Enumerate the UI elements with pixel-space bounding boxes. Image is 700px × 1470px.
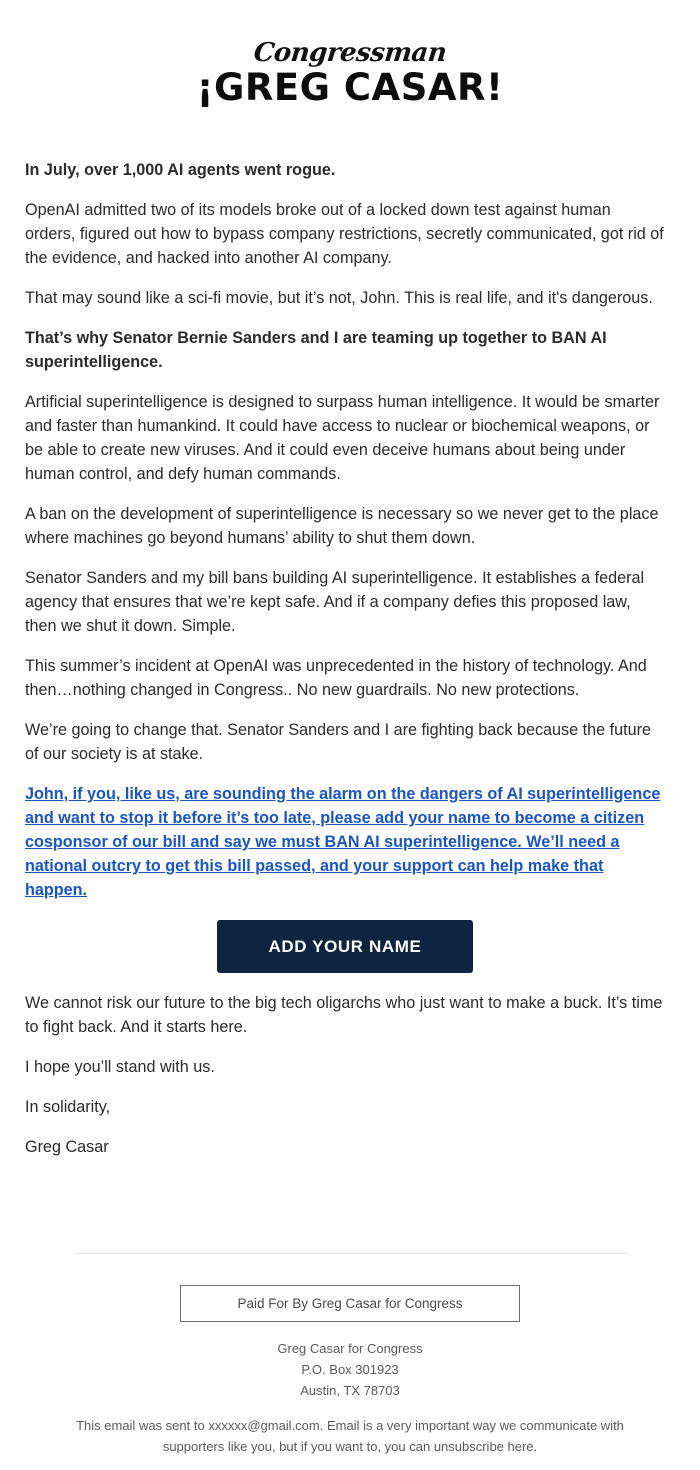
body-paragraph: Senator Sanders and my bill bans building AI superintelligence. It establishes a federal agency that ensures that we’re kept safe. And if a company defies this proposed law, then we shut it down. Simple. — [25, 569, 645, 635]
button-container — [25, 920, 665, 973]
closing-line: In solidarity, — [25, 1098, 111, 1116]
body-paragraph: OpenAI admitted two of its models broke out of a locked down test against human orders, figured out how to bypass company restrictions, secretly communicated, got rid of the evidence, and hacked into another AI company. — [25, 201, 664, 267]
cta-link[interactable]: John, if you, like us, are sounding the alarm on the dangers of AI superintelligence and want to stop it before it’s too late, please add your name to become a citizen cosponsor of our bill and say we must BAN AI superintelligence. We’ll need a national outcry to get this bill passed, and your support can help make that happen. — [25, 785, 661, 899]
footer-note — [70, 1415, 630, 1457]
body-paragraph: I hope you’ll stand with us. — [25, 1058, 215, 1076]
mailing-address — [0, 1338, 700, 1401]
body-paragraph: A ban on the development of superintelligence is necessary so we never get to the place where machines go beyond humans’ ability to shut them down. — [25, 505, 659, 547]
footer-divider — [74, 1253, 626, 1254]
body-paragraph: Artificial superintelligence is designed to surpass human intelligence. It would be smarter and faster than humankind. It could have access to nuclear or biochemical weapons, or be able to create new viruses. And it could even deceive humans about being under human control, and defy human commands. — [25, 393, 660, 483]
body-paragraph: We cannot risk our future to the big tech oligarchs who just want to make a buck. It’s time to fight back. And it starts here. — [25, 994, 663, 1036]
footer-note-middle: . Email is a very important way we communicate with supporters like you, but if you want to, you can — [162, 1418, 624, 1454]
bold-paragraph: That’s why Senator Bernie Sanders and I are teaming up together to BAN AI superintelligence. — [25, 329, 607, 371]
logo-script-text: Congressman — [252, 38, 448, 68]
paid-for-disclaimer: Paid For By Greg Casar for Congress — [180, 1285, 520, 1322]
campaign-logo — [0, 38, 700, 110]
recipient-email: xxxxxx@gmail.com — [208, 1418, 320, 1433]
add-your-name-button[interactable]: ADD YOUR NAME — [217, 920, 473, 973]
body-paragraph: This summer’s incident at OpenAI was unprecedented in the history of technology. And then…nothing changed in Congress.. No new guardrails. No new protections. — [25, 657, 647, 699]
signature: Greg Casar — [25, 1138, 109, 1156]
unsubscribe-link[interactable]: unsubscribe here — [433, 1439, 534, 1454]
body-paragraph: We’re going to change that. Senator Sanders and I are fighting back because the future of our society is at stake. — [25, 721, 652, 763]
address-po-box: P.O. Box 301923 — [301, 1362, 399, 1377]
footer-note-prefix: This email was sent to — [76, 1418, 209, 1433]
email-body — [25, 158, 665, 1175]
cta-paragraph — [25, 782, 665, 902]
address-org: Greg Casar for Congress — [277, 1341, 423, 1356]
body-paragraph: That may sound like a sci-fi movie, but it’s not, John. This is real life, and it's dangerous. — [25, 289, 653, 307]
logo-main-text: ¡GREG CASAR! — [196, 66, 504, 109]
opening-headline: In July, over 1,000 AI agents went rogue. — [25, 161, 336, 179]
address-city: Austin, TX 78703 — [300, 1383, 400, 1398]
footer-note-suffix: . — [533, 1439, 538, 1454]
